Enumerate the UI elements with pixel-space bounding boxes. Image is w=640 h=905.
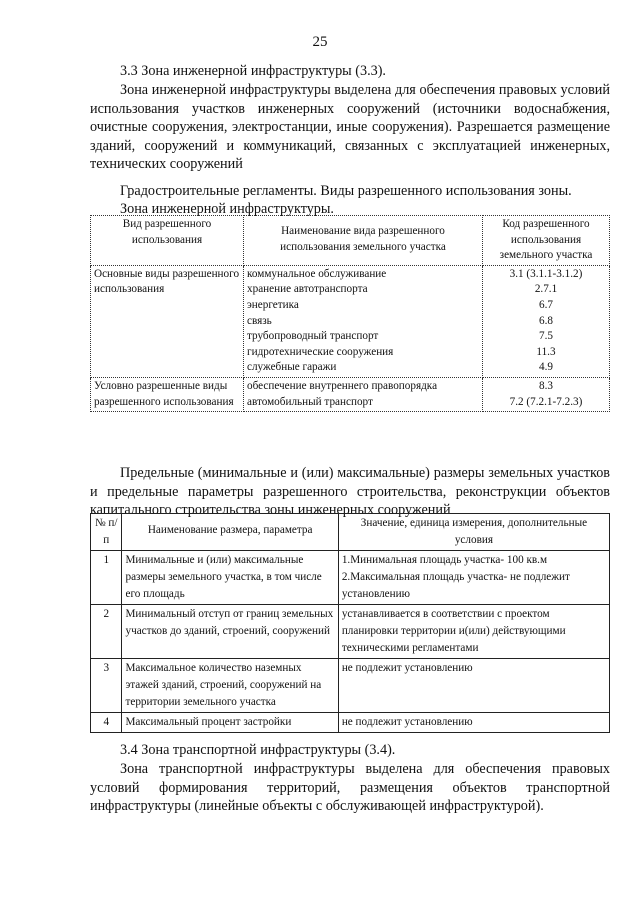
use-names-cell [244,265,483,377]
list-item: служебные гаражи [247,361,337,374]
list-item: 6.8 [539,314,553,327]
use-codes-cell [483,377,610,411]
transport-zone-description: Зона транспортной инфраструктуры выделена для обеспечения правовых условий формирования территорий, размещения объектов транспортной инфраструктуры (линейные объекты с обслуживающей инфраструктурой). [90,761,610,815]
parameter-name: Максимальный процент застройки [122,713,338,733]
parameter-name: Минимальные и (или) максимальные размеры земельного участка, в том числе его площадь [122,551,338,605]
section-title-transport: 3.4 Зона транспортной инфраструктуры (3.4). [120,742,396,758]
table-row [91,551,610,605]
list-item: 3.1 (3.1.1-3.1.2) [509,267,583,280]
column-header: Значение, единица измерения, дополнительные условия [338,514,609,551]
table-header-row [91,514,610,551]
page-number: 25 [312,34,328,50]
parameter-name: Минимальный отступ от границ земельных участков до зданий, строений, сооружений [122,605,338,659]
list-item: 4.9 [539,361,553,374]
parameter-name: Максимальное количество наземных этажей зданий, строений, сооружений на территории земельного участка [122,659,338,713]
row-number: 3 [91,659,122,713]
column-header: Наименование вида разрешенного использования земельного участка [244,216,483,266]
table-row [91,265,610,377]
list-item: 6.7 [539,298,553,311]
limit-parameters-paragraph: Предельные (минимальные и (или) максимальные) размеры земельных участков и предельные параметры разрешенного строительства, реконструкции объектов капитального строительства зоны инженерных сооружений [90,465,610,519]
parameter-value: не подлежит установлению [338,659,609,713]
list-item: 8.3 [539,379,553,392]
list-item: гидротехнические сооружения [247,345,394,358]
list-item: трубопроводный транспорт [247,330,379,343]
list-item: 7.5 [539,330,553,343]
permitted-use-table [90,215,610,412]
list-item: 2.7.1 [534,283,558,296]
list-item: связь [247,314,272,327]
list-item: 11.3 [536,345,556,358]
list-item: 7.2 (7.2.1-7.2.3) [509,395,583,408]
list-item: обеспечение внутреннего правопорядка [247,379,438,392]
use-codes-cell [483,265,610,377]
section-title-engineering: 3.3 Зона инженерной инфраструктуры (3.3). [120,63,386,79]
regulations-heading: Градостроительные регламенты. Виды разрешенного использования зоны. [120,183,572,199]
table-row [91,605,610,659]
column-header: № п/п [91,514,122,551]
row-number: 4 [91,713,122,733]
use-type-cell: Основные виды разрешенного использования [91,265,244,377]
table-row [91,659,610,713]
parameter-value: 1.Минимальная площадь участка- 100 кв.м 2.Максимальная площадь участка- не подлежит установлению [338,551,609,605]
column-header: Код разрешенного использования земельного участка [483,216,610,266]
regulations-subheading: Зона инженерной инфраструктуры. [120,201,334,217]
list-item: хранение автотранспорта [247,283,368,296]
column-header: Наименование размера, параметра [122,514,338,551]
row-number: 1 [91,551,122,605]
use-type-cell: Условно разрешенные виды разрешенного использования [91,377,244,411]
parameter-value: устанавливается в соответствии с проектом планировки территории и(или) действующими техническими регламентами [338,605,609,659]
engineering-zone-description: Зона инженерной инфраструктуры выделена для обеспечения правовых условий использования участков инженерных сооружений (источники водоснабжения, очистные сооружения, электростанции, иные сооружения). Разрешается размещение зданий, сооружений и коммуникаций, связанных с эксплуатацией инженерных, технических сооружений [90,82,610,173]
row-number: 2 [91,605,122,659]
list-item: автомобильный транспорт [247,395,373,408]
table-row [91,377,610,411]
limit-parameters-table [90,513,610,733]
list-item: энергетика [247,298,299,311]
table-header-row [91,216,610,266]
table-row [91,713,610,733]
use-names-cell [244,377,483,411]
list-item: коммунальное обслуживание [247,267,387,280]
parameter-value: не подлежит установлению [338,713,609,733]
column-header: Вид разрешенного использования [91,216,244,266]
